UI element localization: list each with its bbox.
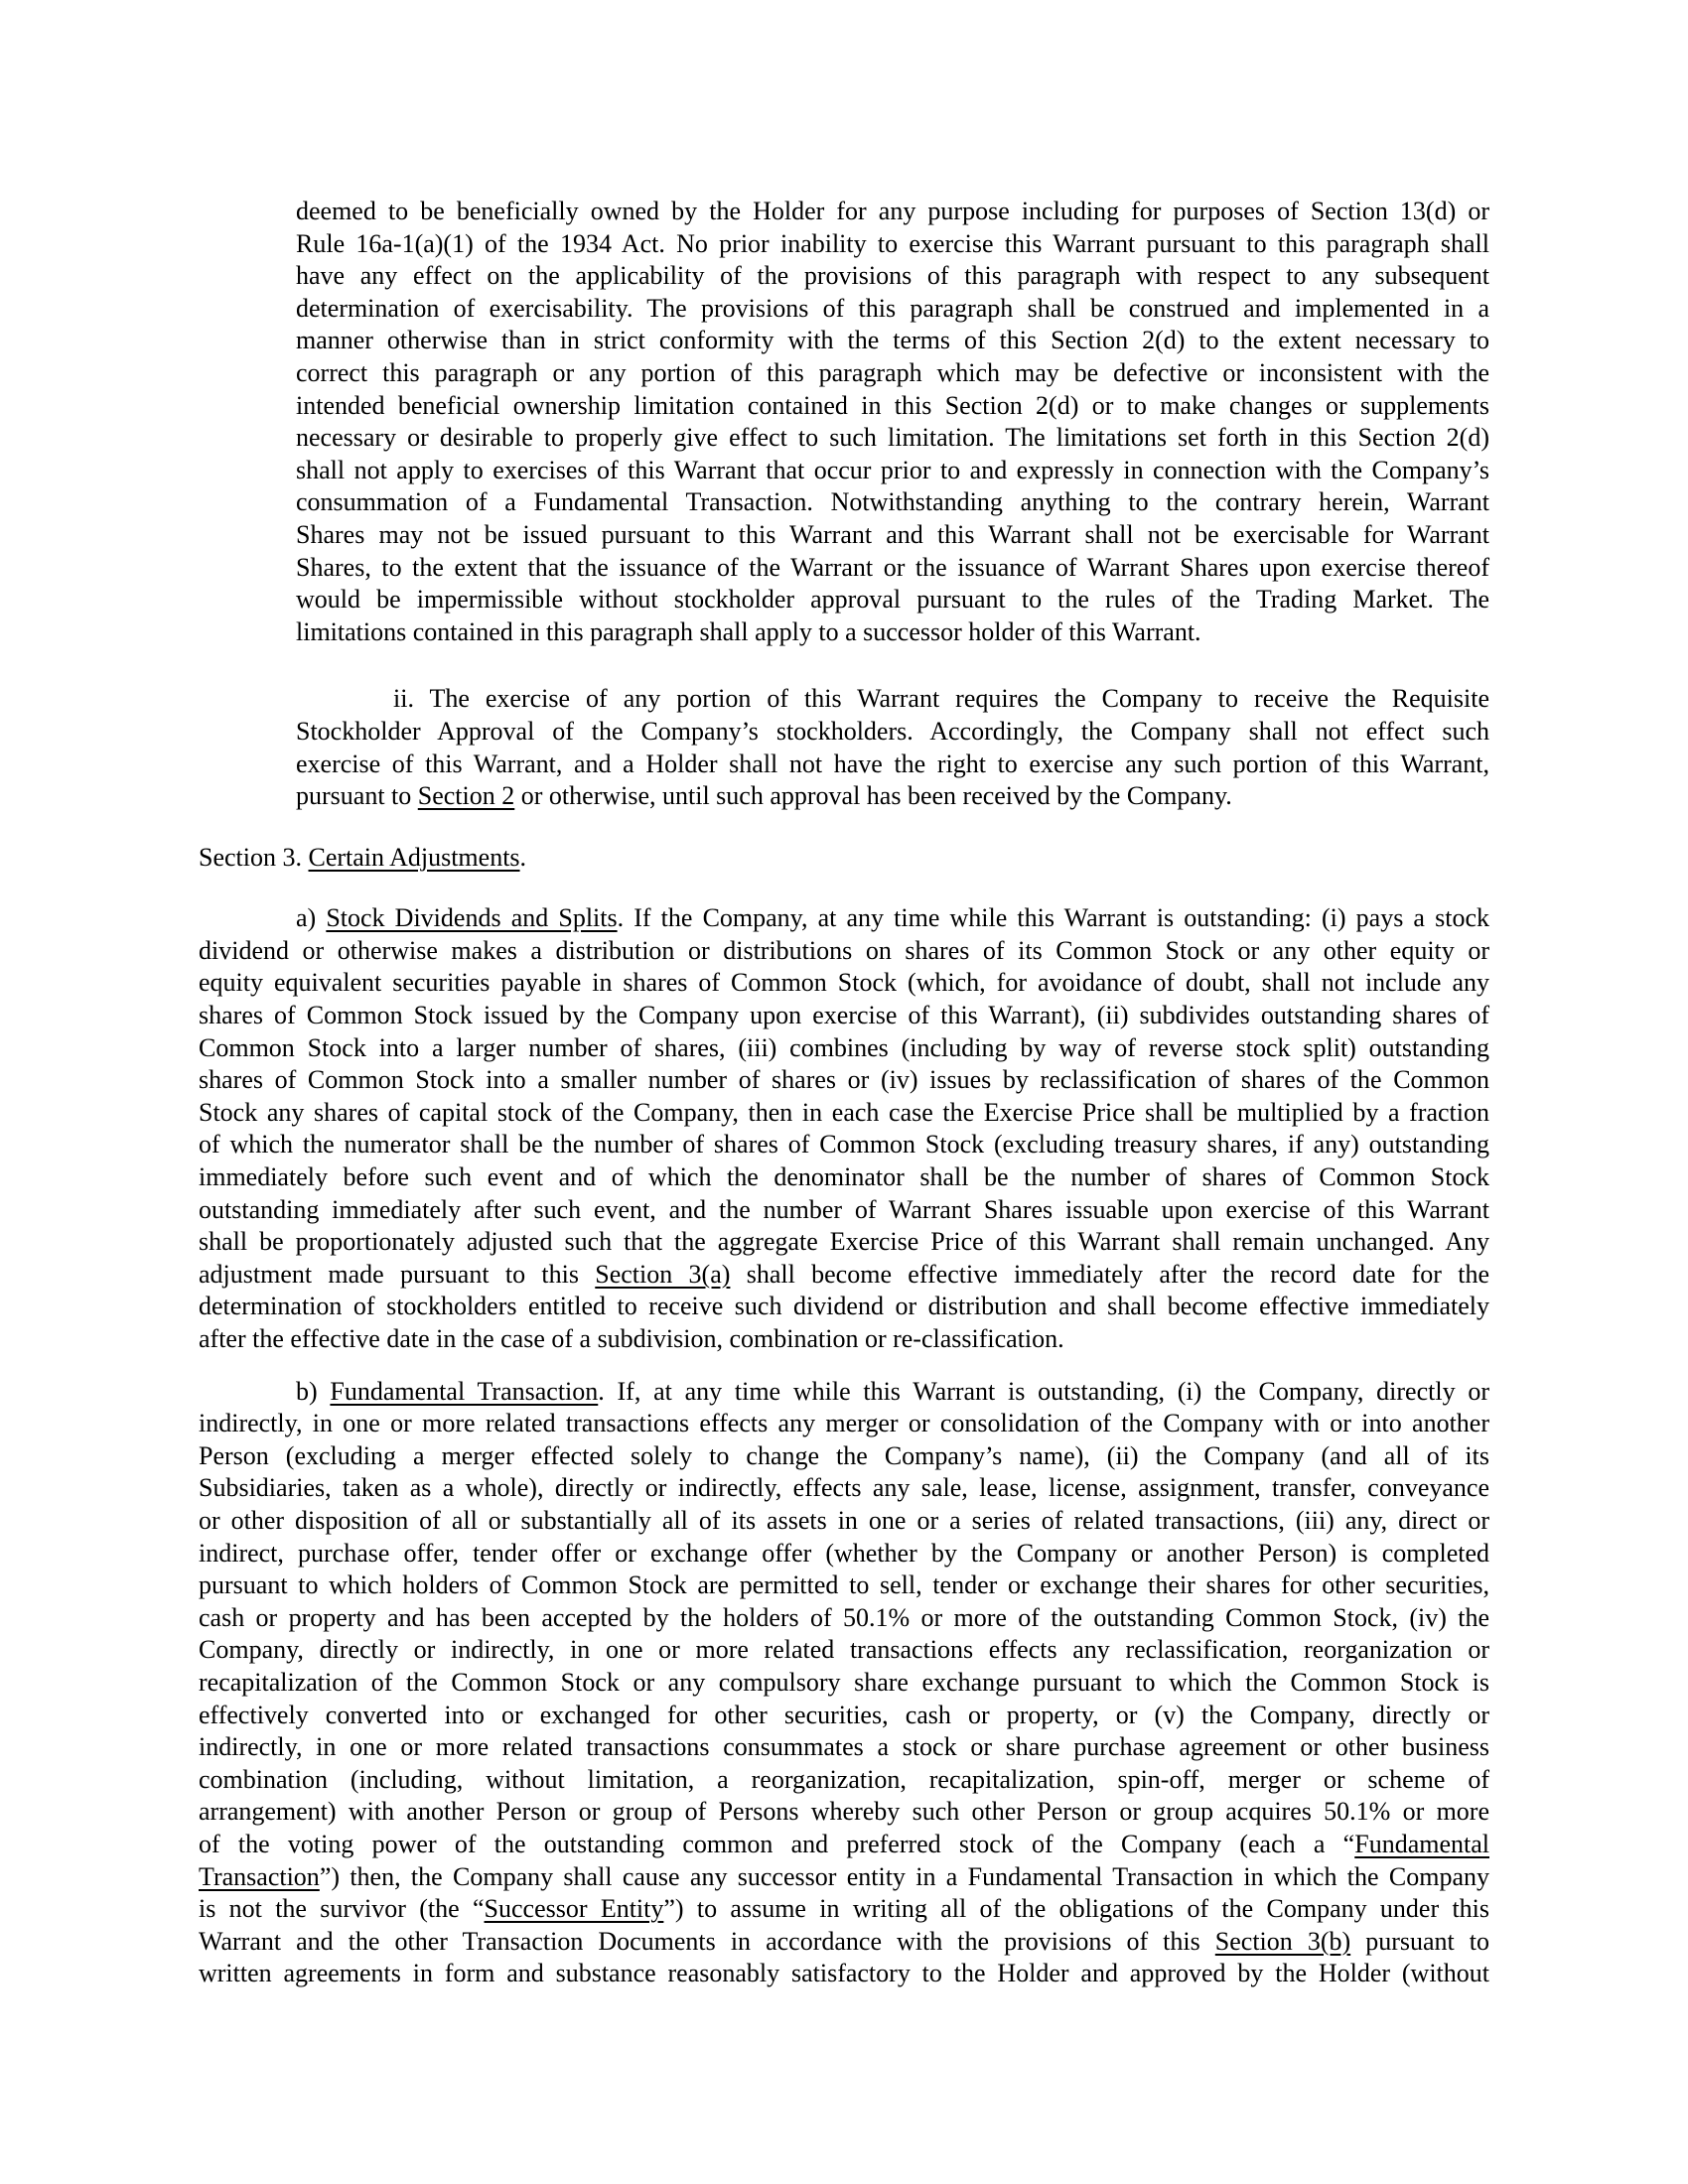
text-line: manner otherwise than in strict conformity with the terms of this Section 2(d) to the extent necessary to	[296, 326, 1489, 355]
text-line: Transaction”) then, the Company shall cause any successor entity in a Fundamental Transaction in which the Company	[199, 1861, 1489, 1891]
text-line: shall be proportionately adjusted such that the aggregate Exercise Price of this Warrant shall remain unchanged. Any	[199, 1227, 1489, 1257]
text-line: of which the numerator shall be the number of shares of Common Stock (excluding treasury shares, if any) outstanding	[199, 1130, 1489, 1160]
text-line: Shares may not be issued pursuant to this Warrant and this Warrant shall not be exercisable for Warrant	[296, 519, 1489, 549]
text-line: exercise of this Warrant, and a Holder shall not have the right to exercise any such portion of this Warrant,	[296, 749, 1489, 778]
text-line: consummation of a Fundamental Transaction. Notwithstanding anything to the contrary herein, Warrant	[296, 487, 1489, 517]
text-line: deemed to be beneficially owned by the Holder for any purpose including for purposes of Section 13(d) or	[296, 197, 1489, 225]
text-line: outstanding immediately after such event, and the number of Warrant Shares issuable upon exercise of this Warrant	[199, 1194, 1489, 1224]
section-3-heading	[199, 842, 1489, 875]
text-line: determination of exercisability. The provisions of this paragraph shall be construed and implemented in a	[296, 293, 1489, 323]
text-line: equity equivalent securities payable in shares of Common Stock (which, for avoidance of doubt, shall not include any	[199, 968, 1489, 998]
text-line: written agreements in form and substance reasonably satisfactory to the Holder and approved by the Holder (without	[199, 1959, 1489, 1988]
text-line: recapitalization of the Common Stock or any compulsory share exchange pursuant to which the Common Stock is	[199, 1667, 1489, 1697]
paragraph-clause-ii-requisite-stockholder-approval	[296, 683, 1489, 812]
text-line: Company, directly or indirectly, in one or more related transactions effects any reclassification, reorganization or	[199, 1635, 1489, 1665]
text-line: Rule 16a-1(a)(1) of the 1934 Act. No prior inability to exercise this Warrant pursuant to this paragraph shall	[296, 228, 1489, 258]
text-line: have any effect on the applicability of the provisions of this paragraph with respect to any subsequent	[296, 261, 1489, 291]
paragraph-b-fundamental-transaction	[199, 1376, 1489, 1990]
text-line: shares of Common Stock issued by the Company upon exercise of this Warrant), (ii) subdivides outstanding shares of	[199, 1001, 1489, 1030]
text-line: Person (excluding a merger effected solely to change the Company’s name), (ii) the Company (and all of its	[199, 1440, 1489, 1470]
text-line: arrangement) with another Person or group of Persons whereby such other Person or group acquires 50.1% or more	[199, 1797, 1489, 1827]
text-line: shares of Common Stock into a smaller number of shares or (iv) issues by reclassification of shares of the Common	[199, 1065, 1489, 1095]
text-line: shall not apply to exercises of this Warrant that occur prior to and expressly in connection with the Company’s	[296, 455, 1489, 484]
text-line: cash or property and has been accepted by the holders of 50.1% or more of the outstanding Common Stock, (iv) the	[199, 1602, 1489, 1632]
text-line: indirectly, in one or more related transactions consummates a stock or share purchase agreement or other business	[199, 1732, 1489, 1762]
text-line: or other disposition of all or substantially all of its assets in one or a series of related transactions, (iii) any, direct or	[199, 1505, 1489, 1535]
text-line: Shares, to the extent that the issuance of the Warrant or the issuance of Warrant Shares upon exercise thereof	[296, 552, 1489, 582]
document-body	[199, 196, 1489, 1990]
text-line: pursuant to which holders of Common Stock are permitted to sell, tender or exchange their shares for other securities,	[199, 1570, 1489, 1600]
text-line: a) Stock Dividends and Splits. If the Company, at any time while this Warrant is outstanding: (i) pays a stock	[296, 903, 1489, 933]
paragraph-beneficial-ownership-continuation	[296, 196, 1489, 648]
text-line: pursuant to Section 2 or otherwise, until such approval has been received by the Company.	[296, 781, 1232, 811]
paragraph-a-stock-dividends-and-splits	[199, 902, 1489, 1355]
text-line: Stockholder Approval of the Company’s stockholders. Accordingly, the Company shall not effect such	[296, 716, 1489, 746]
text-line: after the effective date in the case of a subdivision, combination or re-classification.	[199, 1324, 1064, 1353]
text-line: necessary or desirable to properly give effect to such limitation. The limitations set forth in this Section 2(d)	[296, 423, 1489, 453]
text-line: immediately before such event and of which the denominator shall be the number of shares of Common Stock	[199, 1162, 1489, 1192]
text-line: is not the survivor (the “Successor Entity”) to assume in writing all of the obligations of the Company under this	[199, 1894, 1490, 1924]
text-line: effectively converted into or exchanged for other securities, cash or property, or (v) the Company, directly or	[199, 1700, 1489, 1729]
text-line: b) Fundamental Transaction. If, at any time while this Warrant is outstanding, (i) the Company, directly or	[296, 1376, 1489, 1406]
text-line: indirectly, in one or more related transactions effects any merger or consolidation of the Company with or into another	[199, 1409, 1489, 1438]
text-line: Subsidiaries, taken as a whole), directly or indirectly, effects any sale, lease, license, assignment, transfer, conveyance	[199, 1473, 1489, 1503]
text-line: would be impermissible without stockholder approval pursuant to the rules of the Trading Market. The	[296, 585, 1489, 614]
text-line: dividend or otherwise makes a distribution or distributions on shares of its Common Stock or any other equity or	[199, 935, 1489, 965]
text-line: limitations contained in this paragraph shall apply to a successor holder of this Warrant.	[296, 616, 1201, 646]
text-line: intended beneficial ownership limitation contained in this Section 2(d) or to make changes or supplements	[296, 390, 1489, 420]
text-line: Stock any shares of capital stock of the Company, then in each case the Exercise Price shall be multiplied by a fraction	[199, 1097, 1489, 1127]
text-line: Section 3. Certain Adjustments.	[199, 842, 527, 872]
text-line: determination of stockholders entitled to receive such dividend or distribution and shall become effective immediately	[199, 1292, 1489, 1321]
text-line: combination (including, without limitation, a reorganization, recapitalization, spin-off, merger or scheme of	[199, 1764, 1489, 1794]
text-line: Warrant and the other Transaction Documents in accordance with the provisions of this Section 3(b) pursuant to	[199, 1926, 1490, 1956]
text-line: indirect, purchase offer, tender offer or exchange offer (whether by the Company or another Person) is completed	[199, 1538, 1489, 1568]
text-line: of the voting power of the outstanding common and preferred stock of the Company (each a “Fundamental	[199, 1829, 1489, 1858]
text-line: ii. The exercise of any portion of this Warrant requires the Company to receive the Requisite	[393, 684, 1489, 714]
text-line: adjustment made pursuant to this Section 3(a) shall become effective immediately after the record date for the	[199, 1259, 1490, 1289]
text-line: Common Stock into a larger number of shares, (iii) combines (including by way of reverse stock split) outstanding	[199, 1032, 1489, 1062]
text-line: correct this paragraph or any portion of this paragraph which may be defective or inconsistent with the	[296, 357, 1489, 387]
